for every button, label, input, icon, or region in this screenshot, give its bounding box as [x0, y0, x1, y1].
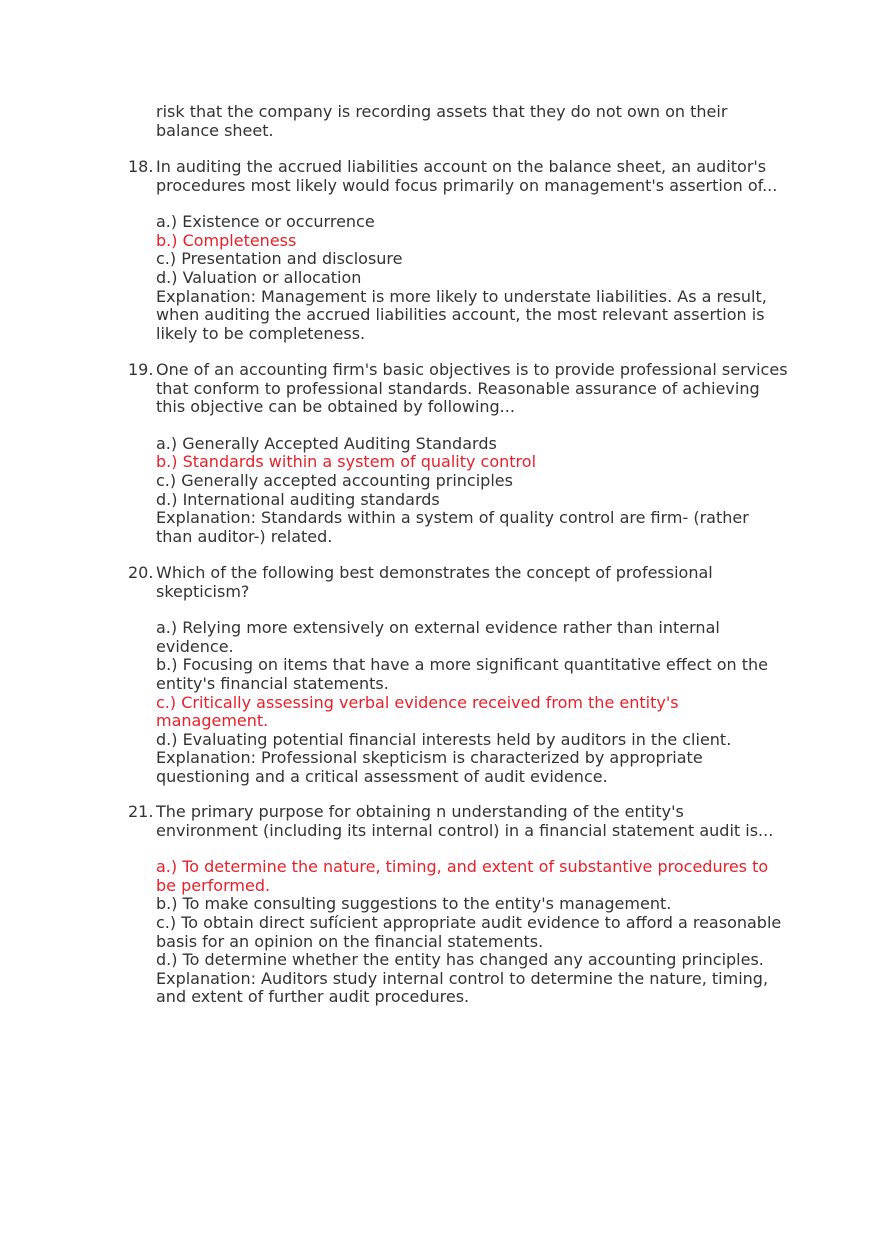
question-text: The primary purpose for obtaining n understanding of the entity's environment (including its internal control) in a financial statement audit is... [156, 802, 774, 840]
option: d.) International auditing standards [156, 489, 440, 509]
option: b.) Focusing on items that have a more significant quantitative effect on the entity's financial statements. [156, 655, 774, 693]
explanation: Explanation: Management is more likely to understate liabilities. As a result, when auditing the accrued liabilities account, the most relevant assertion is likely to be completeness. [156, 286, 772, 343]
question-text: In auditing the accrued liabilities account on the balance sheet, an auditor's procedures most likely would focus primarily on management's assertion of... [156, 157, 778, 195]
option: a.) Existence or occurrence [156, 212, 375, 232]
question-19 [128, 361, 788, 546]
option: a.) Generally Accepted Auditing Standards [156, 433, 497, 453]
correct-option: c.) Critically assessing verbal evidence received from the entity's management. [156, 692, 684, 731]
answer-options [156, 435, 788, 547]
correct-option: b.) Standards within a system of quality control [156, 452, 537, 472]
option: c.) To obtain direct sufı́cient appropriate audit evidence to afford a reasonable basis for an opinion on the financial statements. [156, 912, 787, 951]
intro-text: risk that the company is recording assets that they do not own on their balance sheet. [156, 102, 728, 140]
question-20 [128, 564, 788, 787]
question-number: 18. [128, 157, 154, 176]
question-number: 19. [128, 360, 154, 379]
option: c.) Presentation and disclosure [156, 249, 403, 269]
option: a.) Relying more extensively on external evidence rather than internal evidence. [156, 618, 725, 656]
explanation: Explanation: Standards within a system of quality control are firm- (rather than auditor-) related. [156, 508, 754, 546]
answer-options [156, 213, 788, 343]
question-text: Which of the following best demonstrates the concept of professional skepticism? [156, 563, 713, 601]
question-number: 20. [128, 563, 154, 582]
explanation: Explanation: Professional skepticism is characterized by appropriate questioning and a critical assessment of audit evidence. [156, 748, 708, 786]
question-text: One of an accounting firm's basic objectives is to provide professional services that conform to professional standards. Reasonable assurance of achieving this objective can be obtained by following... [156, 360, 788, 417]
explanation: Explanation: Auditors study internal control to determine the nature, timing, and extent of further audit procedures. [156, 968, 774, 1007]
question-number: 21. [128, 802, 154, 821]
correct-option: b.) Completeness [156, 230, 297, 250]
option: d.) Valuation or allocation [156, 267, 362, 287]
option: d.) Evaluating potential financial interests held by auditors in the client. [156, 729, 732, 749]
correct-option: a.) To determine the nature, timing, and extent of substantive procedures to be performed. [156, 857, 774, 895]
option: d.) To determine whether the entity has changed any accounting principles. [156, 950, 764, 970]
question-21 [128, 803, 788, 1007]
option: c.) Generally accepted accounting principles [156, 470, 513, 490]
answer-options [156, 858, 788, 1007]
answer-options [156, 619, 788, 786]
question-18 [128, 158, 788, 343]
option: b.) To make consulting suggestions to the entity's management. [156, 894, 672, 914]
